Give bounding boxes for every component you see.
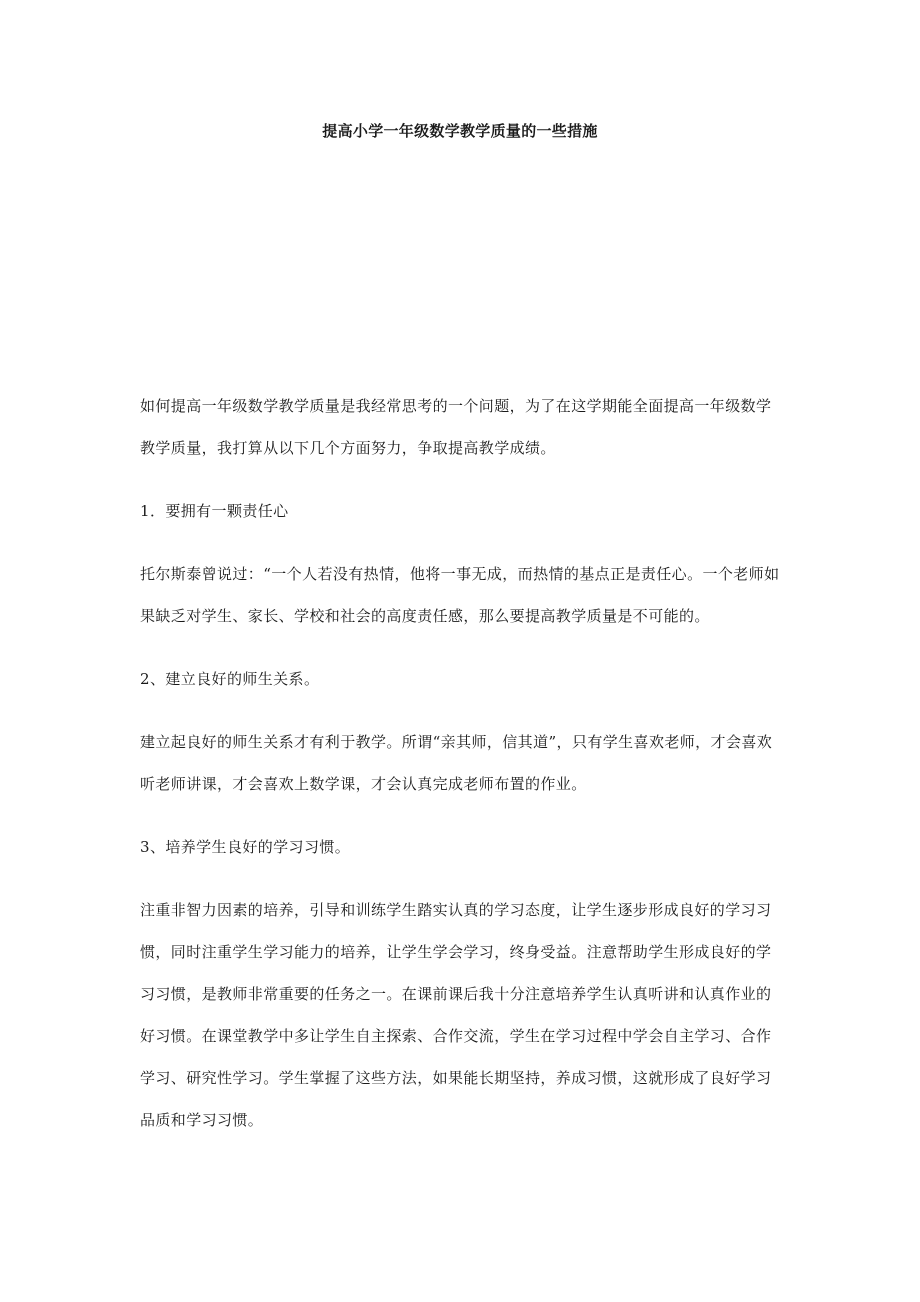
- intro-paragraph: 如何提高一年级数学教学质量是我经常思考的一个问题，为了在这学期能全面提高一年级数学教学质量，我打算从以下几个方面努力，争取提高教学成绩。: [140, 397, 772, 457]
- section-2-heading: 2、建立良好的师生关系。: [140, 670, 320, 688]
- section-2-paragraph: 建立起良好的师生关系才有利于教学。所谓“亲其师，信其道”，只有学生喜欢老师，才会喜欢听老师讲课，才会喜欢上数学课，才会认真完成老师布置的作业。: [140, 733, 773, 793]
- document-title: 提高小学一年级数学教学质量的一些措施: [322, 122, 598, 140]
- section-1-paragraph: 托尔斯泰曾说过：“一个人若没有热情，他将一事无成，而热情的基点正是责任心。一个老师如果缺乏对学生、家长、学校和社会的高度责任感，那么要提高教学质量是不可能的。: [140, 565, 780, 625]
- section-3-paragraph: 注重非智力因素的培养，引导和训练学生踏实认真的学习态度，让学生逐步形成良好的学习习惯，同时注重学生学习能力的培养，让学生学会学习，终身受益。注意帮助学生形成良好的学习习惯，是教师非常重要的任务之一。在课前课后我十分注意培养学生认真听讲和认真作业的好习惯。在课堂教学中多让学生自主探索、合作交流，学生在学习过程中学会自主学习、合作学习、研究性学习。学生掌握了这些方法，如果能长期坚持，养成习惯，这就形成了良好学习品质和学习习惯。: [140, 901, 772, 1129]
- section-1-heading: 1．要拥有一颗责任心: [140, 502, 289, 520]
- section-3-heading: 3、培养学生良好的学习习惯。: [140, 838, 351, 856]
- document-body: [140, 385, 780, 1141]
